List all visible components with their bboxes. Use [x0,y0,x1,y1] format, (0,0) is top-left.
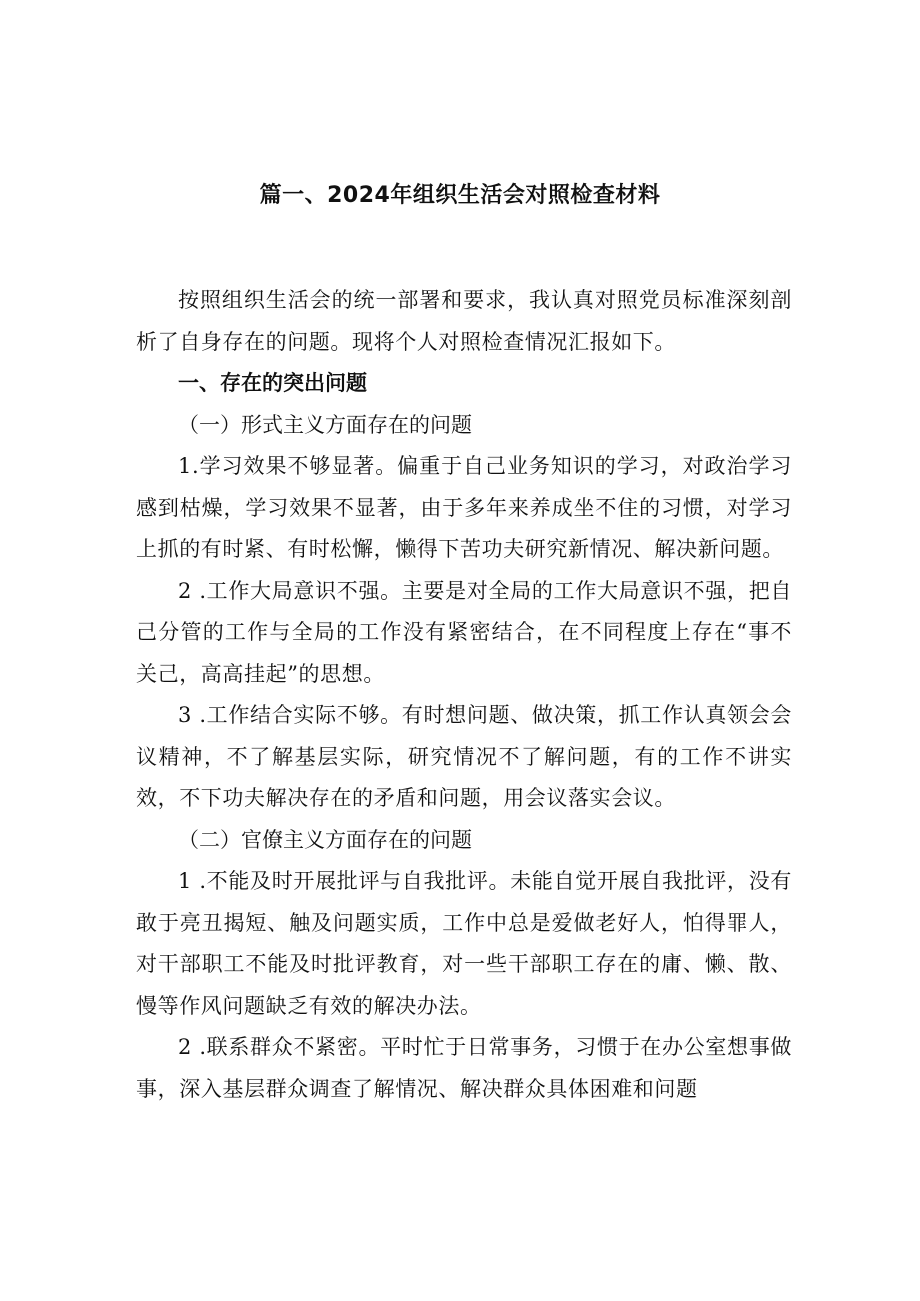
paragraph-item: 1 .不能及时开展批评与自我批评。未能自觉开展自我批评，没有敢于亮丑揭短、触及问题实质，工作中总是爱做老好人，怕得罪人，对干部职工不能及时批评教育，对一些干部职工存在的庸、懒、散、慢等作风问题缺乏有效的解决办法。 [136,869,792,1018]
section-heading-1: 一、存在的突出问题 [178,371,367,395]
paragraph-item: 1.学习效果不够显著。偏重于自己业务知识的学习，对政治学习感到枯燥，学习效果不显著，由于多年来养成坐不住的习惯，对学习上抓的有时紧、有时松懈，懒得下苦功夫研究新情况、解决新问题。 [136,454,792,561]
document-title: 篇一、2024年组织生活会对照检查材料 [259,183,661,208]
paragraph-item: 2 .联系群众不紧密。平时忙于日常事务，习惯于在办公室想事做事，深入基层群众调查了解情况、解决群众具体困难和问题 [136,1035,792,1101]
document-body [136,280,792,1110]
intro-paragraph: 按照组织生活会的统一部署和要求，我认真对照党员标准深刻剖析了自身存在的问题。现将个人对照检查情况汇报如下。 [136,288,792,354]
paragraph-item: 2 .工作大局意识不强。主要是对全局的工作大局意识不强，把自己分管的工作与全局的工作没有紧密结合，在不同程度上存在“事不关己，高高挂起”的思想。 [136,578,792,686]
paragraph-item: 3 .工作结合实际不够。有时想问题、做决策，抓工作认真领会会议精神，不了解基层实际，研究情况不了解问题，有的工作不讲实效，不下功夫解决存在的矛盾和问题，用会议落实会议。 [136,703,792,810]
subsection-heading-1: （一）形式主义方面存在的问题 [178,412,472,437]
subsection-heading-2: （二）官僚主义方面存在的问题 [178,827,472,852]
